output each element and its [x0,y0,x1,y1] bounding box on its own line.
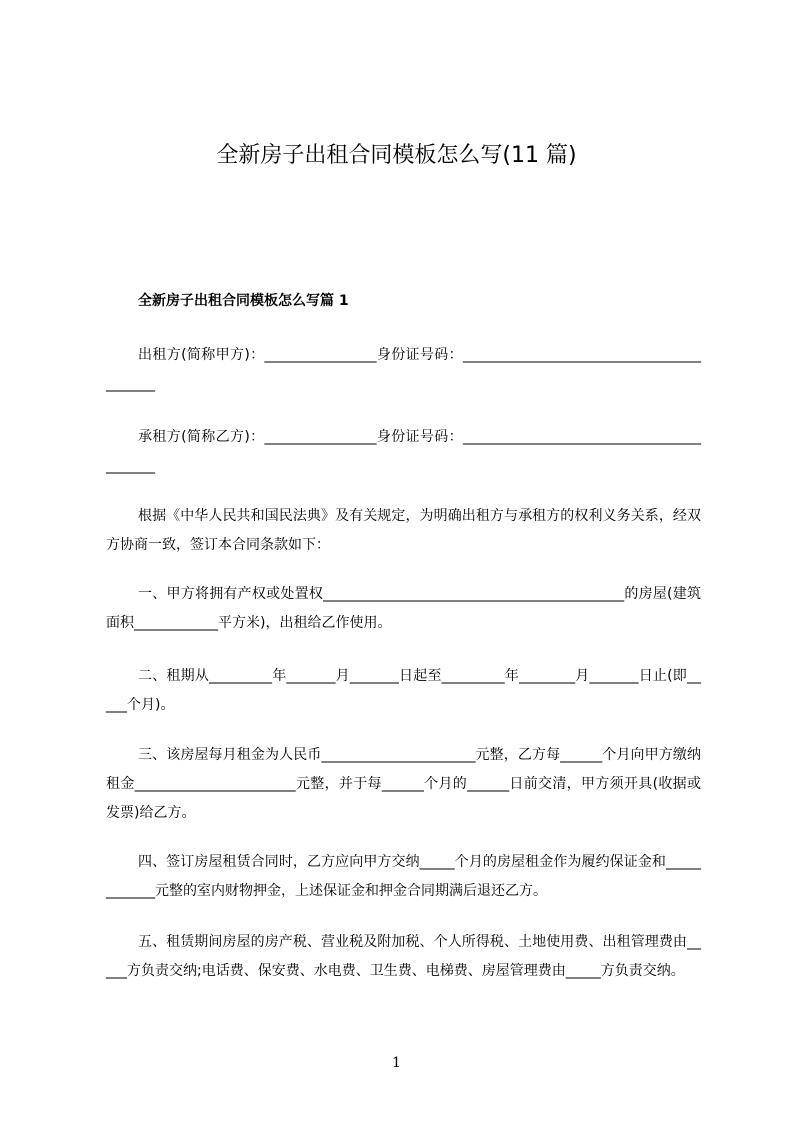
clause-1-paragraph: 一、甲方将拥有产权或处置权___________________________________________的房屋(建筑面积____________平方米)，出租给乙作使用。 [106,586,701,631]
document-title: 全新房子出租合同模板怎么写(11 篇) [216,143,577,168]
page-number: 1 [392,1055,401,1071]
lessor-info-paragraph: 出租方(简称甲方)：________________身份证号码：_________________________________________ [106,347,701,392]
preamble-paragraph: 根据《中华人民共和国民法典》及有关规定，为明确出租方与承租方的权利义务关系，经双方协商一致，签订本合同条款如下： [106,508,701,553]
clause-3-paragraph: 三、该房屋每月租金为人民币______________________元整，乙方每______个月向甲方缴纳租金_______________________元整，并于每______个月的______日前交清，甲方须开具(收据或发票)给乙方。 [106,747,701,821]
clause-2-paragraph: 二、租期从_________年_______月_______日起至_________年________月_______日止(即_____个月)。 [106,668,701,713]
section-heading: 全新房子出租合同模板怎么写篇 1 [138,293,349,309]
clause-5-paragraph: 五、租赁期间房屋的房产税、营业税及附加税、个人所得税、土地使用费、出租管理费由_____方负责交纳;电话费、保安费、水电费、卫生费、电梯费、房屋管理费由_____方负责交纳。 [106,934,701,979]
lessee-info-paragraph: 承租方(简称乙方)：________________身份证号码：_________________________________________ [106,429,701,474]
clause-4-paragraph: 四、签订房屋租赁合同时，乙方应向甲方交纳_____个月的房屋租金作为履约保证金和____________元整的室内财物押金，上述保证金和押金合同期满后退还乙方。 [106,854,701,899]
